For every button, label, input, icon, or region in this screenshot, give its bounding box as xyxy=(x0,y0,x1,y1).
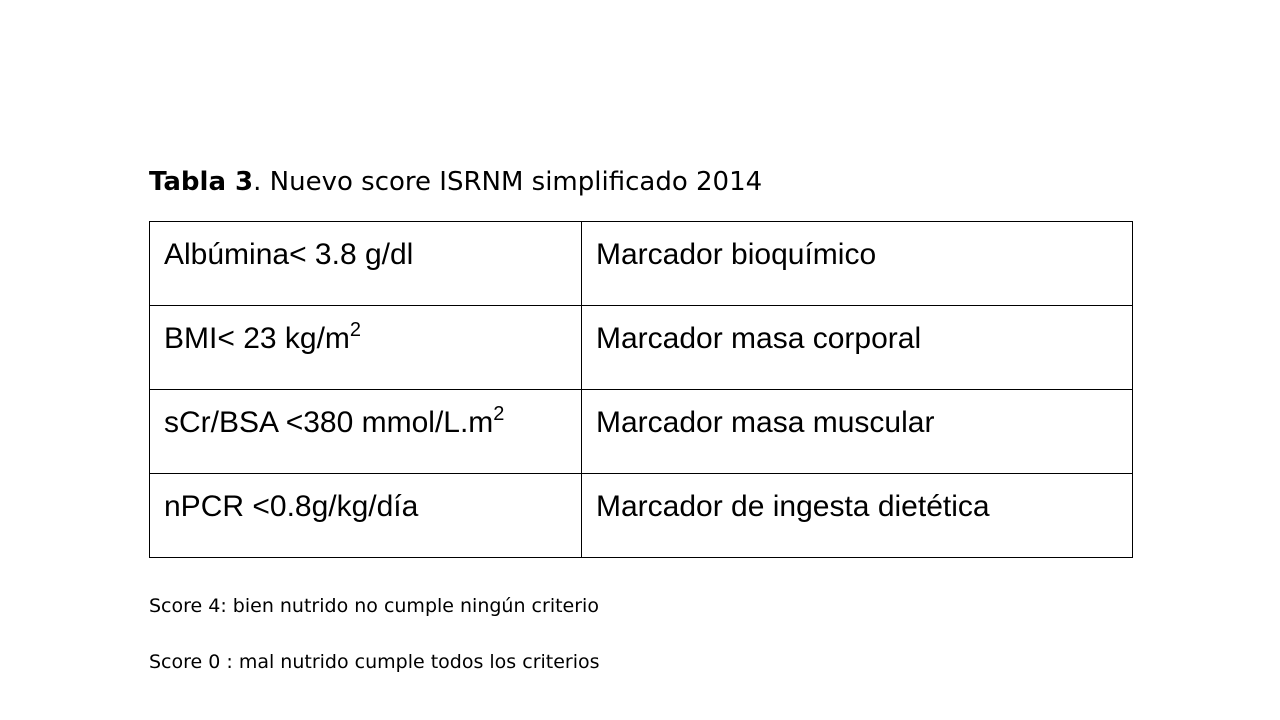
criterion-cell xyxy=(150,306,582,390)
criterion-cell xyxy=(150,390,582,474)
criterion-text: Albúmina< 3.8 g/dl xyxy=(164,238,414,271)
marker-cell: Marcador masa muscular xyxy=(582,390,1133,474)
criterion-text: nPCR <0.8g/kg/día xyxy=(164,490,419,523)
caption-label: Tabla 3 xyxy=(149,167,254,197)
criterion-cell xyxy=(150,222,582,306)
marker-cell: Marcador bioquímico xyxy=(582,222,1133,306)
table-row xyxy=(150,222,1133,306)
criterion-cell xyxy=(150,474,582,558)
isrnm-score-table xyxy=(149,221,1133,558)
score-note-well-nourished: Score 4: bien nutrido no cumple ningún criterio xyxy=(149,595,599,617)
criterion-exponent: 2 xyxy=(349,319,362,341)
marker-cell: Marcador masa corporal xyxy=(582,306,1133,390)
table-row xyxy=(150,390,1133,474)
criterion-text: sCr/BSA <380 mmol/L.m xyxy=(164,406,494,439)
caption-text: . Nuevo score ISRNM simplificado 2014 xyxy=(253,167,763,197)
criterion-exponent: 2 xyxy=(493,403,505,425)
marker-cell: Marcador de ingesta dietética xyxy=(582,474,1133,558)
score-note-malnourished: Score 0 : mal nutrido cumple todos los criterios xyxy=(149,651,600,673)
table-row xyxy=(150,306,1133,390)
criterion-text: BMI< 23 kg/m xyxy=(164,322,350,355)
table-row xyxy=(150,474,1133,558)
table-caption xyxy=(149,165,762,199)
